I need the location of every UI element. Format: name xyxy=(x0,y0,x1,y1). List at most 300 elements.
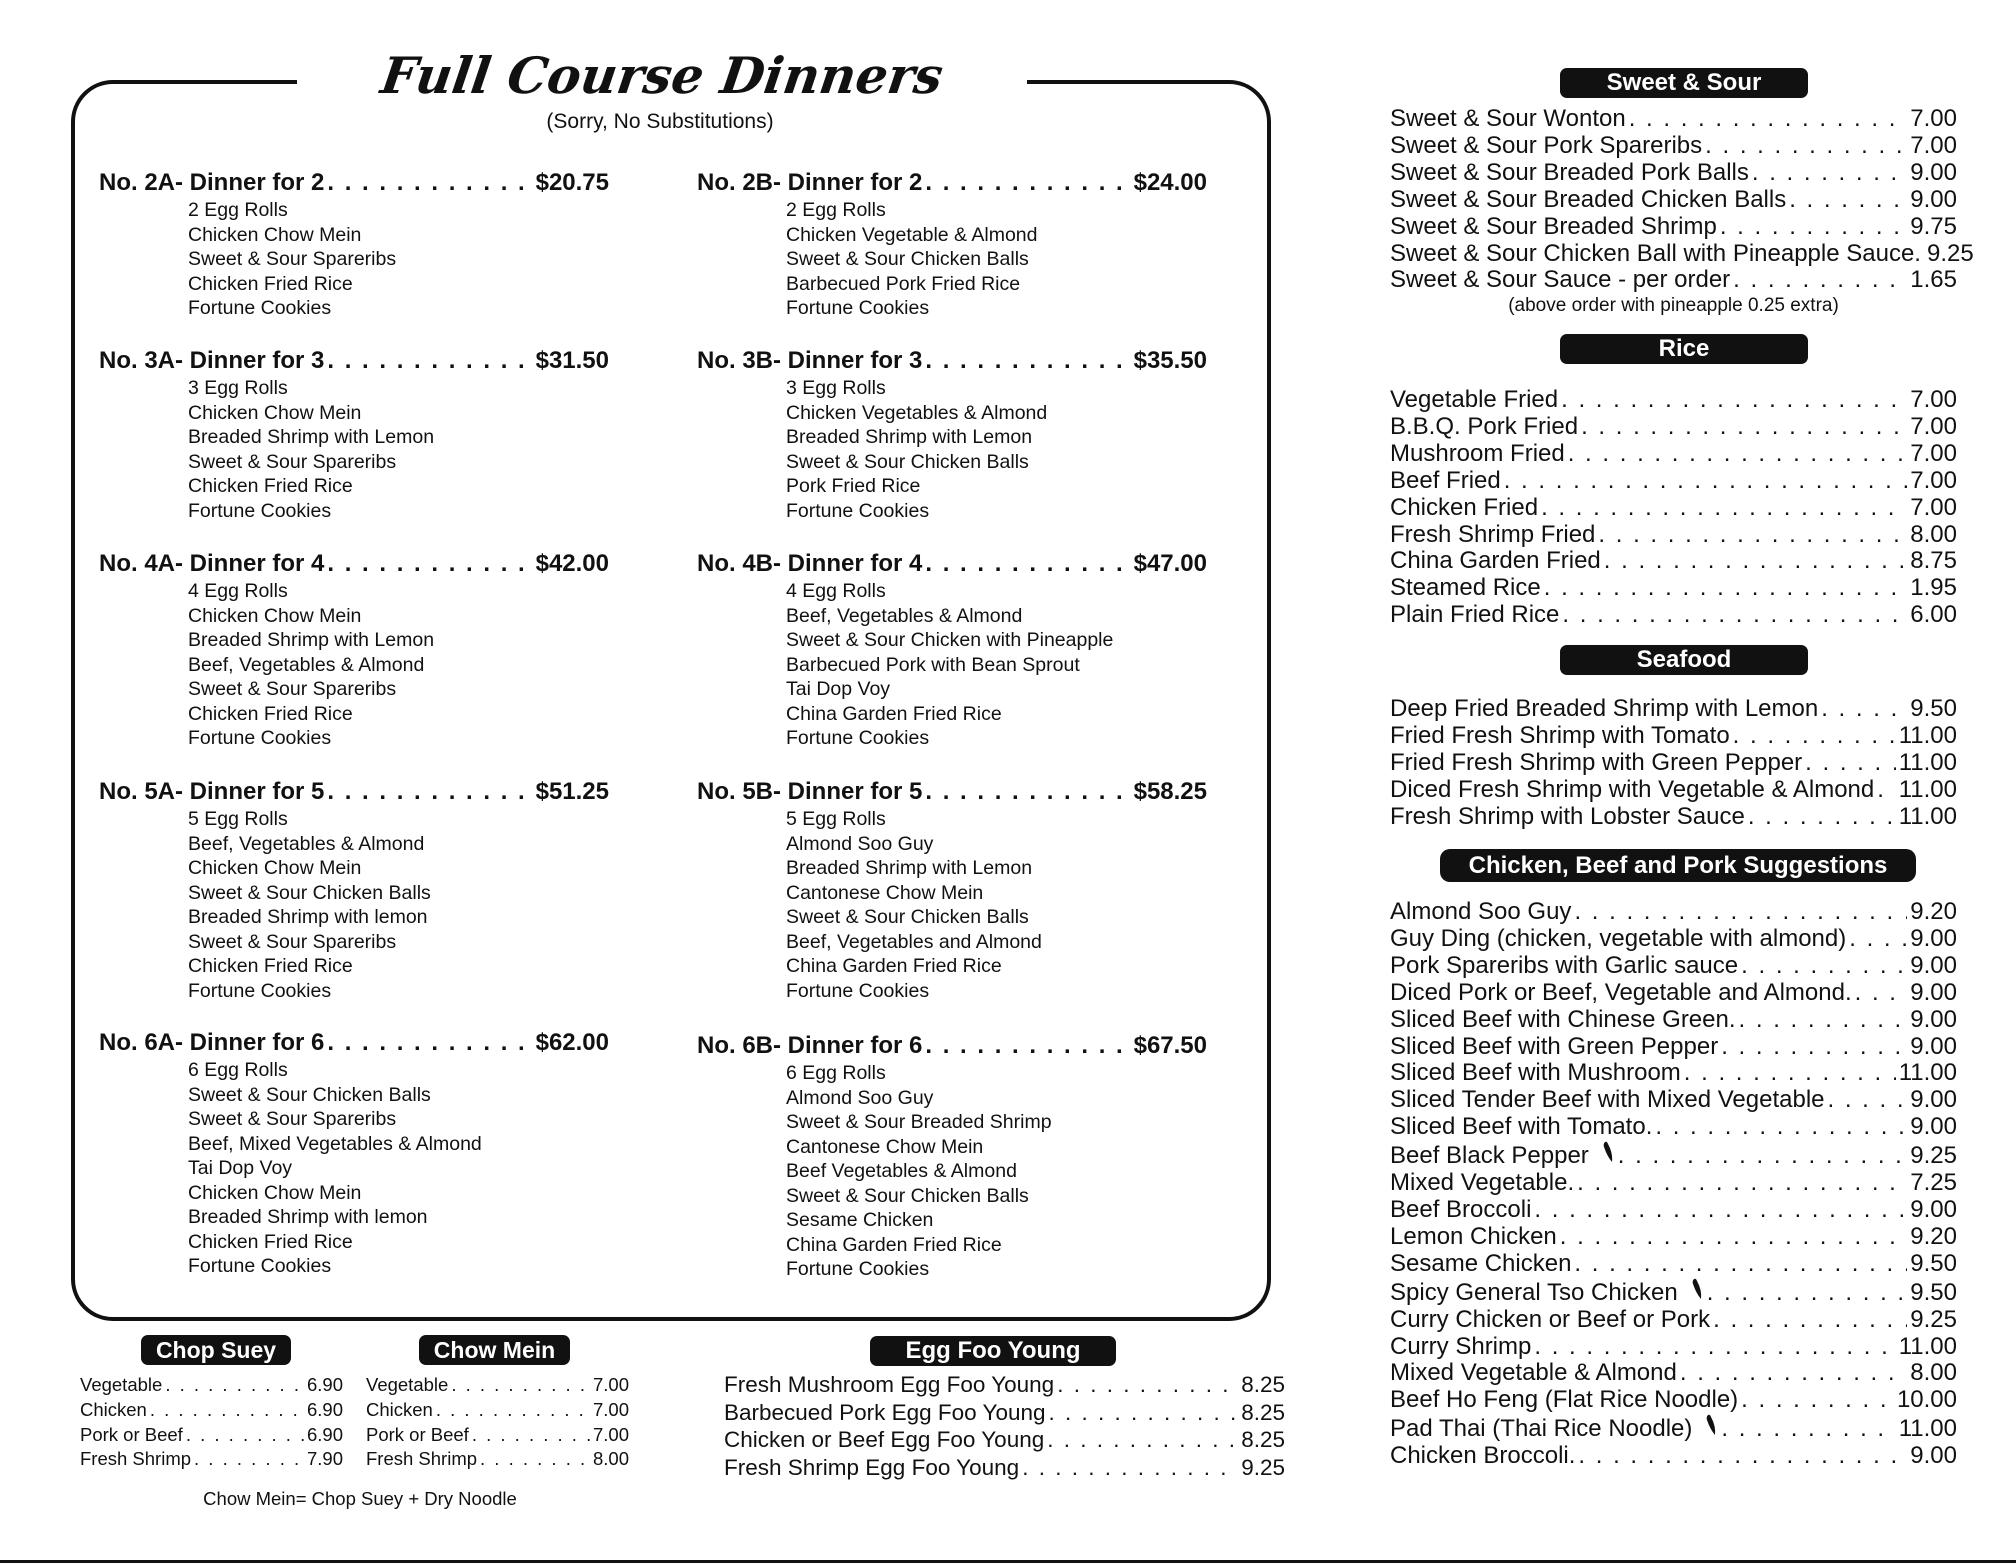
full-course-title-block xyxy=(297,46,1027,106)
item-name: Guy Ding (chicken, vegetable with almond) xyxy=(1390,924,1847,952)
item-name: Fried Fresh Shrimp with Tomato xyxy=(1390,721,1730,749)
chili-pepper-icon xyxy=(1690,1278,1704,1300)
item-price: 6.90 xyxy=(306,1398,343,1420)
dot-leader xyxy=(1562,602,1907,629)
no-substitutions-note: (Sorry, No Substitutions) xyxy=(546,110,774,133)
suggestions-heading: Chicken, Beef and Pork Suggestions xyxy=(1440,849,1916,882)
dinner-name: No. 4A- Dinner for 4 xyxy=(99,550,325,577)
dot-leader xyxy=(1721,1416,1895,1443)
dinner-item: Beef Vegetables & Almond xyxy=(786,1160,1017,1182)
dinner-items xyxy=(697,1061,1207,1282)
menu-item xyxy=(1390,1334,1957,1361)
item-name: Almond Soo Guy xyxy=(1390,898,1572,925)
dinner-item: Fortune Cookies xyxy=(188,727,332,749)
dot-leader xyxy=(1707,1280,1908,1307)
item-price: 11.00 xyxy=(1898,775,1957,803)
item-name: Fresh Shrimp xyxy=(366,1448,478,1470)
dinner-item: Sweet & Sour Spareribs xyxy=(188,930,397,953)
dot-leader xyxy=(1855,980,1908,1007)
dot-leader xyxy=(1629,106,1908,133)
menu-item xyxy=(1390,980,1957,1007)
dot-leader xyxy=(925,346,1130,376)
rice-heading: Rice xyxy=(1560,334,1808,364)
dot-leader xyxy=(1680,1360,1907,1387)
dinner-item: Sweet & Sour Chicken Balls xyxy=(786,450,1029,473)
dinner-items xyxy=(99,376,609,523)
menu-item xyxy=(80,1398,343,1423)
item-price: 7.00 xyxy=(592,1398,629,1420)
item-price: 9.50 xyxy=(1910,695,1957,722)
dinner-item: Chicken Fried Rice xyxy=(188,1230,353,1253)
dinner-header xyxy=(697,777,1207,807)
menu-item xyxy=(1390,187,1957,214)
dinner-item: Chicken Chow Mein xyxy=(188,223,362,246)
item-price: 8.25 xyxy=(1241,1427,1285,1453)
chow-mein-heading: Chow Mein xyxy=(419,1335,570,1365)
item-price: 9.00 xyxy=(1910,1032,1957,1060)
dinner-item: Chicken Fried Rice xyxy=(188,475,353,497)
dinner-header xyxy=(99,777,609,807)
dot-leader xyxy=(327,346,532,376)
dinner-item: Fortune Cookies xyxy=(188,979,332,1002)
dinner-items xyxy=(697,807,1207,1003)
item-name: Sweet & Sour Chicken Ball with Pineapple Sauce. xyxy=(1390,239,1921,267)
dot-leader xyxy=(1574,1251,1907,1278)
item-name: Diced Pork or Beef, Vegetable and Almond. xyxy=(1390,978,1852,1006)
dot-leader xyxy=(165,1373,304,1398)
dinner-items xyxy=(697,198,1207,321)
menu-item xyxy=(724,1371,1285,1399)
item-price: 9.00 xyxy=(1910,924,1957,952)
dinner-item: Sweet & Sour Chicken Balls xyxy=(786,248,1029,270)
dot-leader xyxy=(1705,133,1907,160)
dot-leader xyxy=(1805,750,1896,777)
dot-leader xyxy=(327,777,532,807)
menu-item xyxy=(80,1373,343,1398)
item-name: Fresh Shrimp Fried xyxy=(1390,520,1596,548)
item-name: Curry Shrimp xyxy=(1390,1332,1532,1360)
dot-leader xyxy=(1504,468,1908,495)
dinner-item: 6 Egg Rolls xyxy=(786,1062,886,1084)
item-name: Vegetable xyxy=(366,1374,449,1395)
dot-leader xyxy=(472,1423,590,1448)
dinner-item: 4 Egg Rolls xyxy=(786,580,886,602)
menu-item xyxy=(80,1423,343,1448)
item-price: 7.00 xyxy=(1910,466,1957,494)
menu-item xyxy=(1390,1224,1957,1251)
menu-item xyxy=(1390,441,1957,468)
dinner-item: Sweet & Sour Spareribs xyxy=(188,678,397,700)
dot-leader xyxy=(1828,1087,1908,1114)
item-name: Chicken Broccoli. xyxy=(1390,1442,1576,1470)
dinner-item: Fortune Cookies xyxy=(786,979,930,1002)
dinner-item: Fortune Cookies xyxy=(786,1258,930,1280)
menu-item xyxy=(366,1373,629,1398)
dinner-package xyxy=(697,1031,1207,1282)
item-name: Fresh Mushroom Egg Foo Young xyxy=(724,1372,1055,1397)
item-price: 7.00 xyxy=(1910,131,1957,159)
chow-mein-note: Chow Mein= Chop Suey + Dry Noodle xyxy=(203,1488,517,1509)
item-name: Sliced Tender Beef with Mixed Vegetable xyxy=(1390,1086,1825,1114)
menu-item xyxy=(1390,926,1957,953)
dinner-item: Chicken Fried Rice xyxy=(188,955,353,977)
dinner-header xyxy=(697,168,1207,198)
item-name: Deep Fried Breaded Shrimp with Lemon xyxy=(1390,695,1819,722)
dinner-price: $62.00 xyxy=(535,1029,609,1056)
dot-leader xyxy=(1849,926,1907,953)
dot-leader xyxy=(1721,1034,1907,1061)
dot-leader xyxy=(1733,723,1896,750)
dinner-item: Sweet & Sour Chicken Balls xyxy=(786,1184,1029,1207)
menu-item xyxy=(1390,804,1957,831)
dinner-header xyxy=(697,1031,1207,1061)
menu-item xyxy=(1390,750,1957,777)
item-price: 9.00 xyxy=(1910,1113,1957,1141)
item-price: 7.00 xyxy=(1910,493,1957,521)
dot-leader xyxy=(1877,777,1895,804)
item-name: Sesame Chicken xyxy=(1390,1249,1572,1277)
menu-item xyxy=(1390,548,1957,575)
dot-leader xyxy=(451,1373,590,1398)
chili-pepper-icon xyxy=(1601,1141,1615,1163)
item-name: Plain Fried Rice xyxy=(1390,601,1560,629)
dinner-header xyxy=(99,549,609,579)
dot-leader xyxy=(1534,1197,1907,1224)
egg-foo-young-section xyxy=(724,1371,1285,1481)
dinner-price: $20.75 xyxy=(535,169,609,196)
dinner-package xyxy=(697,777,1207,1003)
item-price: 8.25 xyxy=(1241,1399,1285,1425)
item-price: 9.00 xyxy=(1910,158,1957,186)
menu-item xyxy=(1390,387,1957,414)
item-name: Sweet & Sour Breaded Chicken Balls xyxy=(1390,185,1787,213)
dinner-items xyxy=(99,579,609,751)
item-price: 9.20 xyxy=(1910,898,1957,925)
item-name: Chicken or Beef Egg Foo Young xyxy=(724,1427,1045,1453)
dinner-item: Breaded Shrimp with Lemon xyxy=(786,426,1033,448)
dinner-package xyxy=(99,346,609,523)
item-name: Vegetable xyxy=(80,1374,163,1395)
menu-item xyxy=(1390,160,1957,187)
dot-leader xyxy=(1057,1371,1238,1399)
menu-item xyxy=(366,1423,629,1448)
dinner-item: Sweet & Sour Breaded Shrimp xyxy=(786,1111,1052,1133)
dinner-name: No. 6B- Dinner for 6 xyxy=(697,1032,923,1059)
item-price: 1.65 xyxy=(1910,266,1957,294)
dot-leader xyxy=(436,1398,590,1423)
item-name: Pork Spareribs with Garlic sauce xyxy=(1390,951,1739,979)
dinner-item: Sesame Chicken xyxy=(786,1209,934,1231)
dinner-item: China Garden Fried Rice xyxy=(786,955,1002,977)
dot-leader xyxy=(1578,1443,1907,1470)
dinner-items xyxy=(697,579,1207,751)
dinner-item: Fortune Cookies xyxy=(786,727,930,749)
dinner-item: 2 Egg Rolls xyxy=(188,199,288,221)
dinner-item: Fortune Cookies xyxy=(188,297,332,319)
item-price: 6.00 xyxy=(1910,601,1957,629)
dinner-item: Barbecued Pork Fried Rice xyxy=(786,272,1021,295)
dinner-items xyxy=(697,376,1207,523)
dinner-item: Sweet & Sour Chicken Balls xyxy=(188,1083,431,1106)
item-price: 6.90 xyxy=(306,1374,343,1395)
menu-item xyxy=(1390,696,1957,723)
dinner-name: No. 6A- Dinner for 6 xyxy=(99,1029,325,1056)
dot-leader xyxy=(1541,495,1907,522)
dot-leader xyxy=(1534,1334,1895,1361)
item-price: 9.00 xyxy=(1910,185,1957,213)
item-price: 1.95 xyxy=(1910,574,1957,602)
menu-item xyxy=(1390,1278,1957,1307)
dot-leader xyxy=(1739,1007,1908,1034)
sweet-sour-section xyxy=(1390,105,1974,318)
dinner-price: $67.50 xyxy=(1133,1032,1207,1059)
item-name: Sweet & Sour Sauce - per order xyxy=(1390,266,1731,294)
dinner-price: $47.00 xyxy=(1133,550,1207,577)
dinner-name: No. 3B- Dinner for 3 xyxy=(697,347,923,374)
dinner-price: $42.00 xyxy=(535,550,609,577)
item-price: 8.00 xyxy=(1910,1359,1957,1387)
dot-leader xyxy=(925,777,1130,807)
dinner-item: Chicken Chow Mein xyxy=(188,1181,362,1204)
item-price: 11.00 xyxy=(1898,748,1957,776)
dinner-item: Chicken Chow Mein xyxy=(188,604,362,627)
menu-item xyxy=(80,1447,343,1472)
dinner-item: Chicken Chow Mein xyxy=(188,857,362,879)
menu-item xyxy=(1390,1034,1957,1061)
item-name: Sliced Beef with Tomato. xyxy=(1390,1113,1653,1141)
item-price: 7.90 xyxy=(306,1448,343,1470)
dinner-item: China Garden Fried Rice xyxy=(786,1233,1002,1256)
item-price: 11.00 xyxy=(1898,802,1957,830)
menu-item xyxy=(1390,1007,1957,1034)
dinner-name: No. 5B- Dinner for 5 xyxy=(697,778,923,805)
item-price: 7.00 xyxy=(1910,386,1957,413)
dot-leader xyxy=(186,1423,304,1448)
dinner-items xyxy=(99,1058,609,1279)
dinner-item: Fortune Cookies xyxy=(188,499,332,522)
dot-leader xyxy=(925,1031,1130,1061)
item-name: Barbecued Pork Egg Foo Young xyxy=(724,1399,1046,1425)
dinner-name: No. 5A- Dinner for 5 xyxy=(99,778,325,805)
item-name: Sweet & Sour Breaded Shrimp xyxy=(1390,212,1717,240)
dinner-package xyxy=(697,346,1207,523)
dinner-item: Breaded Shrimp with lemon xyxy=(188,1206,428,1228)
dinner-item: Sweet & Sour Chicken Balls xyxy=(188,881,431,904)
dinner-item: Breaded Shrimp with lemon xyxy=(188,906,428,928)
dinner-item: Fortune Cookies xyxy=(786,499,930,522)
dinner-header xyxy=(99,168,609,198)
item-name: Sweet & Sour Wonton xyxy=(1390,105,1626,132)
item-name: Pork or Beef xyxy=(366,1423,469,1445)
item-name: Chicken xyxy=(366,1398,433,1420)
dinner-package xyxy=(99,777,609,1003)
menu-item xyxy=(366,1447,629,1472)
dinner-item: Sweet & Sour Chicken with Pineapple xyxy=(786,629,1114,651)
seafood-section xyxy=(1390,696,1957,831)
dinner-item: Breaded Shrimp with Lemon xyxy=(188,426,435,448)
dot-leader xyxy=(194,1447,304,1472)
item-name: Chicken xyxy=(80,1398,147,1420)
dinner-price: $51.25 xyxy=(535,778,609,805)
dot-leader xyxy=(1713,1307,1907,1334)
item-price: 9.00 xyxy=(1910,1086,1957,1114)
dinner-item: Tai Dop Voy xyxy=(188,1157,293,1179)
item-name: Sweet & Sour Pork Spareribs xyxy=(1390,131,1703,159)
item-price: 9.25 xyxy=(1241,1454,1285,1480)
menu-item xyxy=(724,1454,1285,1482)
sweet-sour-note: (above order with pineapple 0.25 extra) xyxy=(1508,295,1839,317)
dinner-item: 2 Egg Rolls xyxy=(786,199,886,221)
dot-leader xyxy=(1618,1143,1907,1170)
dinner-item: Chicken Vegetables & Almond xyxy=(786,401,1048,424)
item-price: 8.25 xyxy=(1241,1372,1285,1397)
item-name: Fresh Shrimp Egg Foo Young xyxy=(724,1454,1020,1480)
item-price: 7.00 xyxy=(592,1374,629,1395)
item-name: Pad Thai (Thai Rice Noodle) xyxy=(1390,1415,1693,1443)
menu-item xyxy=(1390,468,1957,495)
item-price: 8.75 xyxy=(1910,547,1957,575)
menu-item xyxy=(1390,1251,1957,1278)
chop-suey-heading: Chop Suey xyxy=(141,1335,291,1365)
dot-leader xyxy=(1049,1399,1239,1427)
dinner-header xyxy=(697,549,1207,579)
dinner-item: Pork Fried Rice xyxy=(786,475,921,497)
rice-section xyxy=(1390,387,1957,629)
dinner-item: Chicken Vegetable & Almond xyxy=(786,223,1038,246)
seafood-heading: Seafood xyxy=(1560,645,1808,675)
menu-item xyxy=(1390,723,1957,750)
dinner-name: No. 4B- Dinner for 4 xyxy=(697,550,923,577)
dinner-name: No. 2A- Dinner for 2 xyxy=(99,169,325,196)
suggestions-section xyxy=(1390,899,1957,1470)
dinner-item: Sweet & Sour Chicken Balls xyxy=(786,906,1029,928)
menu-item xyxy=(1390,1387,1957,1414)
dinner-item: Beef, Vegetables & Almond xyxy=(188,832,425,855)
item-price: 9.75 xyxy=(1910,212,1957,240)
dot-leader xyxy=(1581,414,1907,441)
dinner-item: Fortune Cookies xyxy=(786,297,930,319)
dinner-price: $35.50 xyxy=(1133,347,1207,374)
item-price: 7.00 xyxy=(1910,412,1957,440)
dinner-item: Tai Dop Voy xyxy=(786,678,891,700)
item-price: 9.00 xyxy=(1910,1195,1957,1223)
dot-leader xyxy=(1741,1387,1894,1414)
dot-leader xyxy=(1560,1224,1908,1251)
menu-item xyxy=(1390,1060,1957,1087)
dinner-item: Sweet & Sour Spareribs xyxy=(188,450,397,473)
menu-item xyxy=(1390,267,1957,294)
item-name: Sweet & Sour Breaded Pork Balls xyxy=(1390,158,1749,186)
menu-item xyxy=(1390,1197,1957,1224)
menu-item xyxy=(1390,522,1957,549)
item-name: Beef Ho Feng (Flat Rice Noodle) xyxy=(1390,1386,1739,1414)
item-price: 9.25 xyxy=(1926,239,1974,267)
item-price: 7.00 xyxy=(592,1423,629,1445)
item-price: 11.00 xyxy=(1898,1415,1957,1443)
item-name: Mixed Vegetable. xyxy=(1390,1169,1575,1197)
dot-leader xyxy=(1821,696,1907,723)
dinner-item: Chicken Fried Rice xyxy=(188,702,353,725)
dinner-item: Cantonese Chow Mein xyxy=(786,1135,984,1158)
menu-item xyxy=(1390,777,1957,804)
menu-item xyxy=(1390,1414,1957,1443)
dinner-item: Fortune Cookies xyxy=(188,1255,332,1277)
dinner-header xyxy=(697,346,1207,376)
full-course-title: Full Course Dinners xyxy=(377,46,947,105)
dinner-package xyxy=(99,1028,609,1279)
menu-item xyxy=(1390,495,1957,522)
dinner-item: Almond Soo Guy xyxy=(786,1086,934,1109)
dot-leader xyxy=(925,168,1130,198)
menu-item xyxy=(1390,239,1974,268)
item-price: 7.00 xyxy=(1910,105,1957,132)
item-price: 6.90 xyxy=(306,1423,343,1445)
item-name: Spicy General Tso Chicken xyxy=(1390,1278,1678,1306)
dinner-items xyxy=(99,198,609,321)
dot-leader xyxy=(150,1398,304,1423)
item-name: Fried Fresh Shrimp with Green Pepper xyxy=(1390,748,1803,776)
item-price: 9.00 xyxy=(1910,951,1957,979)
dinner-package xyxy=(697,168,1207,321)
dinner-package xyxy=(697,549,1207,751)
dinner-package xyxy=(99,549,609,751)
dinner-item: Beef, Vegetables & Almond xyxy=(786,604,1023,627)
dot-leader xyxy=(1598,522,1907,549)
dinner-items xyxy=(99,807,609,1003)
dinner-item: 5 Egg Rolls xyxy=(188,808,288,830)
menu-item xyxy=(1390,1360,1957,1387)
dot-leader xyxy=(1561,387,1907,414)
item-price: 9.00 xyxy=(1910,978,1957,1006)
dinner-item: China Garden Fried Rice xyxy=(786,702,1002,725)
item-price: 8.00 xyxy=(1910,520,1957,548)
item-price: 7.25 xyxy=(1910,1169,1957,1197)
chop-suey-section xyxy=(80,1373,343,1472)
dinner-item: Beef, Vegetables and Almond xyxy=(786,930,1042,953)
dot-leader xyxy=(1604,548,1908,575)
item-name: Vegetable Fried xyxy=(1390,386,1559,413)
dot-leader xyxy=(1544,575,1908,602)
dot-leader xyxy=(1741,953,1907,980)
menu-item xyxy=(1390,899,1957,926)
item-name: Mushroom Fried xyxy=(1390,439,1565,467)
menu-item xyxy=(1390,133,1957,160)
dinner-price: $31.50 xyxy=(535,347,609,374)
dot-leader xyxy=(1733,267,1907,294)
dinner-item: 3 Egg Rolls xyxy=(786,377,886,399)
menu-item xyxy=(1390,1114,1957,1141)
item-name: Sliced Beef with Mushroom xyxy=(1390,1059,1681,1087)
item-price: 9.00 xyxy=(1910,1442,1957,1470)
menu-item xyxy=(1390,1170,1957,1197)
dinner-item: Cantonese Chow Mein xyxy=(786,881,984,904)
item-name: Pork or Beef xyxy=(80,1423,183,1445)
menu-item xyxy=(1390,214,1957,241)
dinner-item: Sweet & Sour Spareribs xyxy=(188,248,397,270)
item-price: 9.25 xyxy=(1910,1305,1957,1333)
dinner-item: 5 Egg Rolls xyxy=(786,808,886,830)
dinner-name: No. 2B- Dinner for 2 xyxy=(697,169,923,196)
item-name: Beef Broccoli xyxy=(1390,1195,1532,1223)
dinner-item: Chicken Fried Rice xyxy=(188,272,353,295)
dinner-name: No. 3A- Dinner for 3 xyxy=(99,347,325,374)
egg-foo-young-heading: Egg Foo Young xyxy=(870,1336,1116,1366)
item-name: Beef Fried xyxy=(1390,466,1501,494)
item-name: China Garden Fried xyxy=(1390,547,1601,575)
item-price: 9.25 xyxy=(1910,1142,1957,1170)
menu-item xyxy=(366,1398,629,1423)
dot-leader xyxy=(480,1447,590,1472)
